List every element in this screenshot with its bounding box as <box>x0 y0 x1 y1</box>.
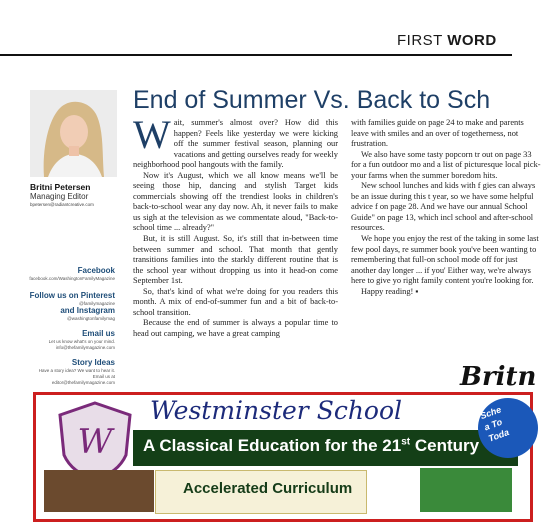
email-link[interactable]: info@thefamilymagazine.com <box>55 345 115 350</box>
tagline-pre: A Classical Education for the 21 <box>143 436 402 455</box>
article-paragraph <box>133 112 338 171</box>
author-name: Britni Petersen <box>30 182 91 192</box>
story-text-2: Email us at <box>92 374 115 379</box>
section-header <box>397 32 497 49</box>
article-column-1 <box>133 112 338 339</box>
email-text: Let us know what's on your mind. <box>48 339 115 344</box>
section-label-bold: WORD <box>447 32 497 49</box>
article-paragraph: Happy reading! ▪ <box>361 286 419 296</box>
author-email[interactable]: bpetersen@radiantcreative.com <box>30 202 94 207</box>
callout-line: Sche <box>478 404 503 422</box>
tagline-sup: st <box>401 436 411 448</box>
pinterest-heading: Follow us on Pinterest <box>29 291 115 300</box>
header-rule <box>0 54 512 56</box>
article-paragraph: So, that's kind of what we're doing for you readers this month. A mix of end-of-summer fun and a bit of back-to-school transition. <box>133 286 338 317</box>
paragraph-text: ait, summer's almost over? How did this happen? Feels like yesterday we were kicking off the summer festival season, planning our vacations and getting ourselves ready for weekly neighborhood pool hangouts with the family. <box>133 118 338 170</box>
callout-line: Toda <box>487 427 511 444</box>
article-paragraph: But, it is still August. So, it's still that in-between time between summer and school. That month that gently transitions families into the starkly different routine that is the school year without dropping us into it head-on come September 1st. <box>133 234 338 286</box>
callout-line: a To <box>482 416 504 433</box>
author-role: Managing Editor <box>30 192 89 201</box>
instagram-heading: and Instagram <box>60 306 115 315</box>
facebook-heading: Facebook <box>77 266 115 275</box>
author-photo <box>30 90 117 177</box>
school-crest-icon <box>58 401 133 481</box>
ad-school-name: Westminster School <box>150 396 403 425</box>
ad-photo-left <box>44 470 154 512</box>
article-paragraph: Now it's August, which we all know means we'll be seeing those hip, dancing and stylish Target kids commercials showing off the trendiest looks in children's back-to-school wear any day now. Ah, it never fails to make us sigh at the television as we commentate aloud, "Back-to-school time ... already?" <box>133 170 338 233</box>
article-paragraph: Because the end of summer is always a popular time to head out camping, we have a great camping <box>133 318 338 338</box>
article-paragraph: We hope you enjoy the rest of the taking in some last few pool days, re summer book you've been wanting to remembering that full-on school mode off for just another day longer ... if you' Either way, we're always here to give yo right family content you're looking for. <box>351 234 539 286</box>
ad-cta-text: Accelerated Curriculum <box>183 480 353 497</box>
article-paragraph: with families guide on page 24 to make and parents leave with smiles and an over of togetherness, not frustration. <box>351 118 524 149</box>
pinterest-link[interactable]: @familymagazine <box>79 301 115 306</box>
article-paragraph: New school lunches and kids with f gies can always be an issue during this t year, so we have some helpful advice f on page 28. And we have our annual School Guide" on page 13, which incl school and after-school resources. <box>351 181 536 233</box>
article-paragraph: We also have some tasty popcorn tr out on page 33 for a fun outdoor mo and a list of picturesque local pick-your farms when the summer boredom hits. <box>351 149 541 180</box>
story-heading: Story Ideas <box>71 358 115 367</box>
facebook-link[interactable]: facebook.com/WashingtonFamilyMagazine <box>29 276 115 281</box>
instagram-link[interactable]: @washingtonfamilymag <box>67 316 115 321</box>
tagline-post: Century <box>410 436 480 455</box>
article-headline: End of Summer Vs. Back to Sch <box>133 86 491 114</box>
story-text: Have a story idea? We want to hear it. <box>38 368 115 373</box>
ad-tagline <box>143 436 479 456</box>
editor-signature: Britn <box>460 362 537 392</box>
ad-photo-right <box>420 468 512 512</box>
section-label-light: FIRST <box>397 32 443 49</box>
article-column-2 <box>351 118 541 297</box>
email-heading: Email us <box>82 329 115 338</box>
svg-text:W: W <box>77 422 113 462</box>
story-email-link[interactable]: editor@thefamilymagazine.com <box>51 380 115 385</box>
drop-cap: W <box>133 112 171 157</box>
